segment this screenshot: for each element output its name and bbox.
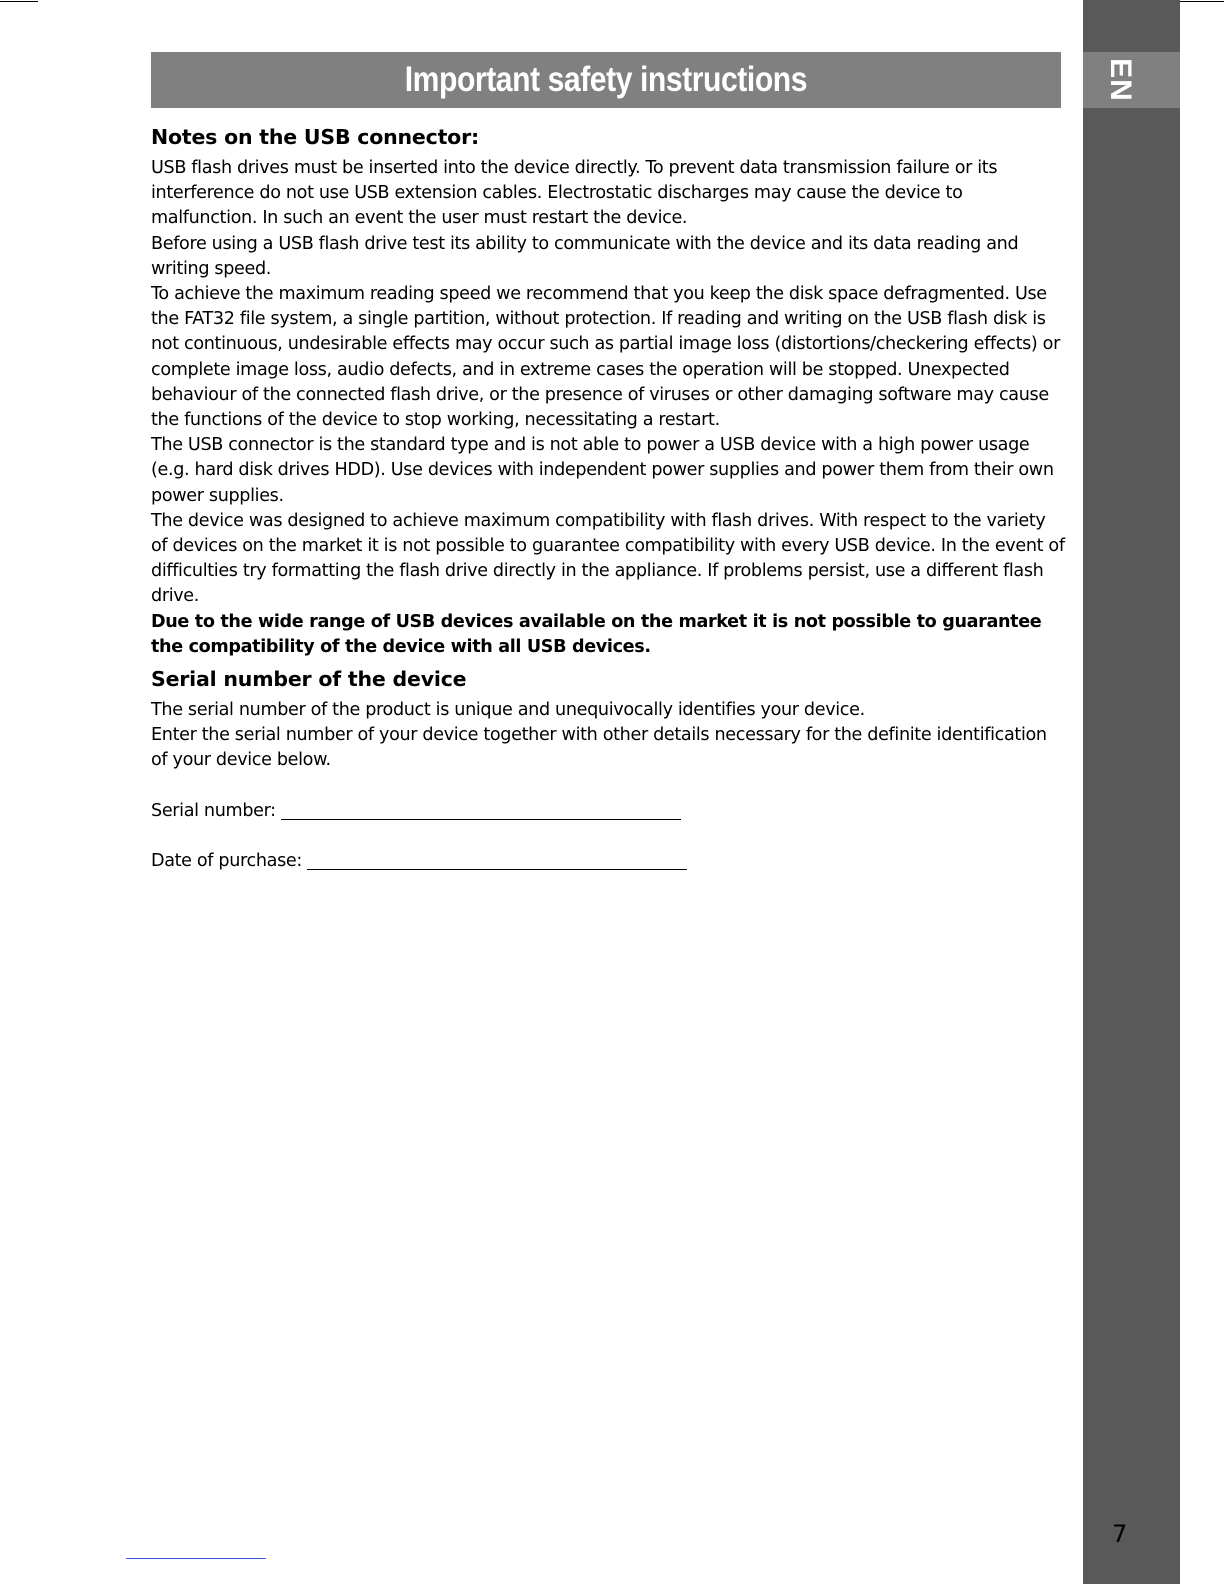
serial-description-line-1: The serial number of the product is unique and unequivocally identifies your device. bbox=[151, 700, 865, 721]
usb-paragraph-4: The USB connector is the standard type and is not able to power a USB device with a high power usage (e.g. hard disk drives HDD). Use devices with independent power supplies and power them from their own power supplies. bbox=[151, 435, 1054, 506]
main-content bbox=[151, 118, 1066, 874]
date-of-purchase-field bbox=[151, 849, 1066, 874]
serial-number-blank-line bbox=[281, 819, 681, 820]
crop-mark-right bbox=[1174, 1, 1224, 2]
side-bar bbox=[1083, 0, 1180, 1584]
date-of-purchase-label: Date of purchase: bbox=[151, 851, 302, 872]
usb-paragraph-3: To achieve the maximum reading speed we recommend that you keep the disk space defragmented. Use the FAT32 file system, a single partition, without protection. If reading and writing on the USB flash disk is not continuous, undesirable effects may occur such as partial image loss (distortions/checkering effects) or complete image loss, audio defects, and in extreme cases the operation will be stopped. Unexpected behaviour of the connected flash drive, or the presence of viruses or other damaging software may cause the functions of the device to stop working, necessitating a restart. bbox=[151, 284, 1060, 431]
serial-number-field bbox=[151, 799, 1066, 824]
serial-number-label: Serial number: bbox=[151, 800, 276, 821]
usb-section-heading: Notes on the USB connector: bbox=[151, 125, 479, 149]
usb-paragraph-5: The device was designed to achieve maximum compatibility with flash drives. With respect to the variety of devices on the market it is not possible to guarantee compatibility with every USB device. In the event of difficulties try formatting the flash drive directly in the appliance. If problems persist, use a different flash drive. bbox=[151, 510, 1065, 607]
footer-rule bbox=[126, 1558, 266, 1559]
serial-section-heading: Serial number of the device bbox=[151, 667, 467, 692]
usb-paragraph-2: Before using a USB flash drive test its ability to communicate with the device and its data reading and writing speed. bbox=[151, 233, 1019, 279]
date-of-purchase-blank-line bbox=[307, 869, 687, 870]
serial-description-line-2: Enter the serial number of your device together with other details necessary for the definite identification of your device below. bbox=[151, 725, 1047, 771]
page-number: 7 bbox=[1112, 1520, 1128, 1548]
usb-paragraph-1: USB flash drives must be inserted into the device directly. To prevent data transmission failure or its interference do not use USB extension cables. Electrostatic discharges may cause the device to malfunction. In such an event the user must restart the device. bbox=[151, 158, 998, 229]
crop-mark-left bbox=[0, 1, 38, 2]
usb-compatibility-note: Due to the wide range of USB devices available on the market it is not possible to guarantee the compatibility of the device with all USB devices. bbox=[151, 611, 1042, 657]
page-title: Important safety instructions bbox=[404, 60, 808, 99]
language-tab-label: EN bbox=[1104, 58, 1137, 102]
title-banner bbox=[151, 52, 1061, 108]
